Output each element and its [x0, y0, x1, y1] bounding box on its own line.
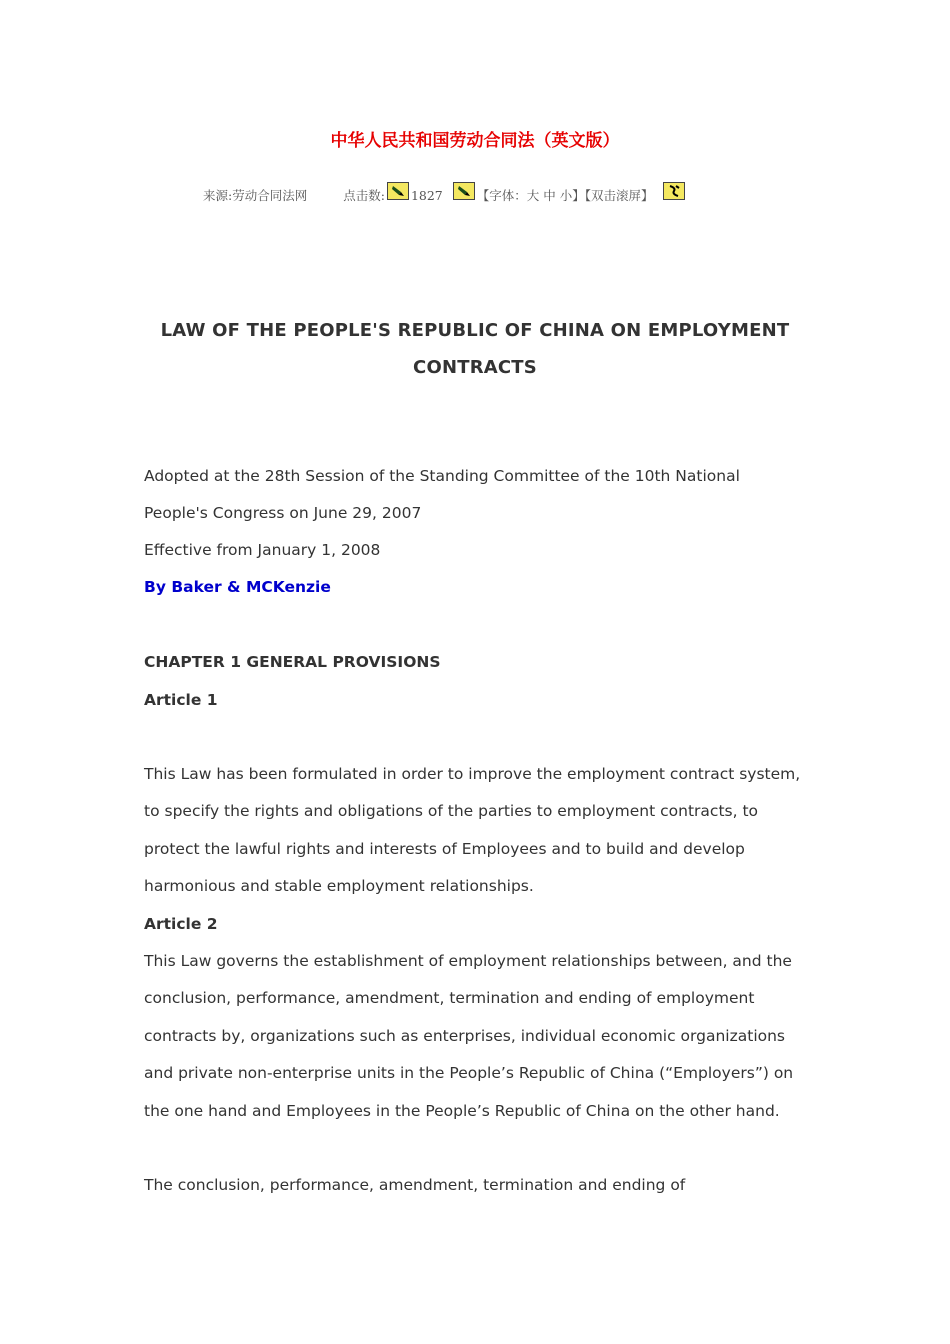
- clicks-label: 点击数:: [343, 188, 385, 203]
- pen-icon[interactable]: [453, 182, 475, 200]
- document-title: LAW OF THE PEOPLE'S REPUBLIC OF CHINA ON EMPLOYMENT CONTRACTS: [160, 320, 790, 378]
- effective-date: Effective from January 1, 2008: [144, 541, 381, 559]
- article-1-text: This Law has been formulated in order to improve the employment contract system, to specify the rights and obligations of the parties to employment contracts, to protect the lawful rights and interests of Employees and to build and develop harmonious and stable employment relationships.: [144, 765, 801, 896]
- article-2-heading: Article 2: [144, 915, 218, 933]
- article-1-heading: Article 1: [144, 691, 218, 709]
- pen-icon: [387, 182, 409, 200]
- adopted-line-1: Adopted at the 28th Session of the Standing Committee of the 10th National: [144, 467, 740, 485]
- article-2-continuation: The conclusion, performance, amendment, termination and ending of: [144, 1176, 686, 1194]
- scroll-icon[interactable]: [663, 182, 685, 200]
- adopted-line-2: People's Congress on June 29, 2007: [144, 504, 422, 522]
- chapter-heading: CHAPTER 1 GENERAL PROVISIONS: [144, 653, 441, 671]
- meta-info-bar: [203, 186, 763, 204]
- article-2-text: This Law governs the establishment of employment relationships between, and the conclusion, performance, amendment, termination and ending of employment contracts by, organizations such as enterprises, individual economic organizations and private non-enterprise units in the People’s Republic of China (“Employers”) on the one hand and Employees in the People’s Republic of China on the other hand.: [144, 952, 794, 1120]
- byline-link[interactable]: By Baker & MCKenzie: [144, 578, 331, 596]
- click-count: 1827: [410, 187, 443, 203]
- font-size-controls[interactable]: 【字体：大 中 小】【双击滚屏】: [476, 188, 654, 203]
- source-label: 来源:劳动合同法网: [203, 188, 308, 203]
- chinese-page-title: 中华人民共和国劳动合同法（英文版）: [330, 131, 620, 151]
